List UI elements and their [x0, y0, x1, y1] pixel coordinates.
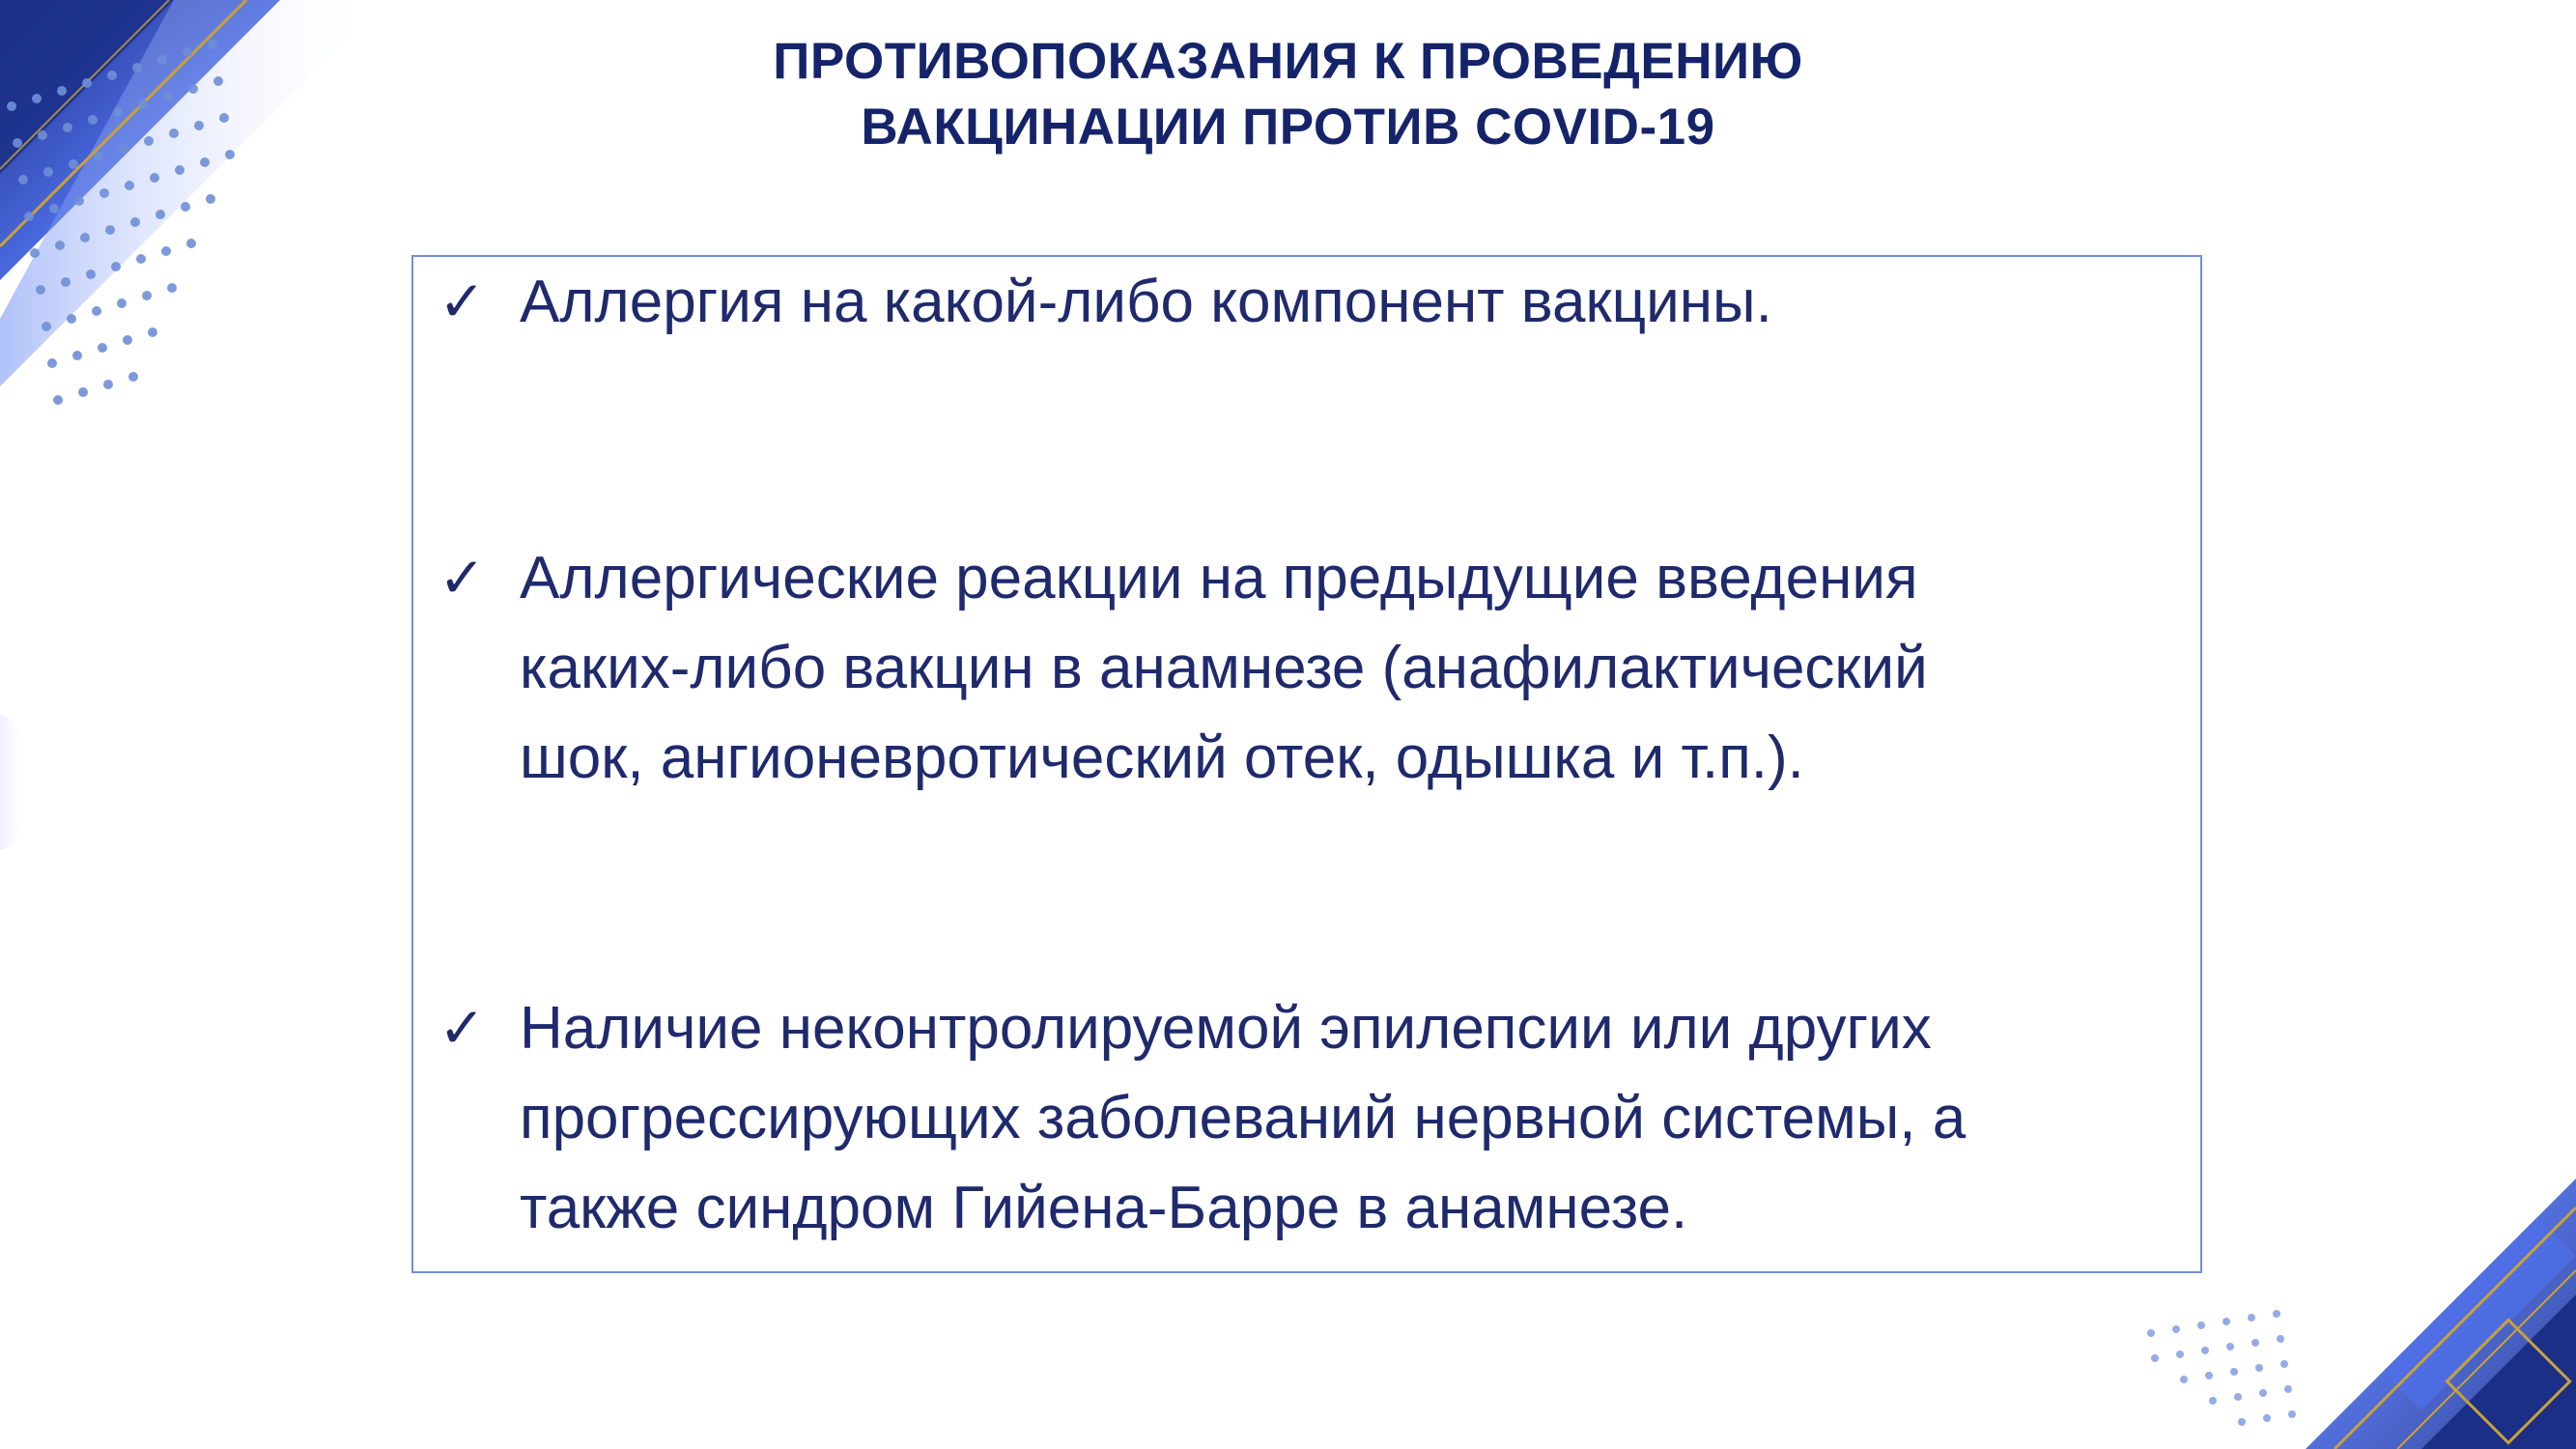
list-item [439, 257, 2181, 347]
decorative-dot [2222, 1318, 2230, 1325]
decorative-dot [86, 270, 96, 279]
decorative-dot [2226, 1343, 2234, 1350]
decorative-dot [80, 233, 90, 242]
checkmark-icon: ✓ [439, 269, 486, 334]
decorative-dot [69, 159, 78, 169]
decorative-dot [2248, 1314, 2255, 1321]
decorative-dot [2197, 1321, 2205, 1329]
decorative-dot [2172, 1325, 2180, 1333]
decorative-dot [2201, 1347, 2209, 1354]
slide-title [0, 29, 2576, 160]
decorative-dot [111, 262, 121, 271]
decorative-dot [42, 322, 51, 331]
list-item-line: прогрессирующих заболеваний нервной системы, а [520, 1085, 1967, 1151]
edge-decoration-left [0, 715, 39, 850]
decorative-dot [148, 327, 157, 337]
decorative-dot [24, 212, 34, 221]
decorative-dot [36, 285, 45, 295]
decorative-dot [78, 387, 88, 397]
decorative-dot [55, 241, 65, 250]
decorative-dot [128, 372, 138, 382]
decorative-dot [181, 202, 190, 212]
list-item-text [520, 533, 2181, 803]
decorative-dot [117, 298, 127, 308]
list-item [439, 533, 2181, 803]
decorative-dot [161, 246, 171, 256]
decorative-dot [2284, 1385, 2292, 1393]
decorative-dot [98, 343, 107, 353]
decorative-dot [2230, 1368, 2238, 1376]
decorative-dot [53, 395, 63, 405]
decorative-dot [150, 173, 159, 183]
checkmark-icon: ✓ [439, 545, 486, 611]
slide-title-line-1: ПРОТИВОПОКАЗАНИЯ К ПРОВЕДЕНИЮ [773, 33, 1803, 90]
decorative-dot [30, 248, 40, 258]
contraindications-panel [411, 255, 2202, 1273]
decorative-dot [99, 188, 109, 198]
decorative-dot [2176, 1350, 2184, 1358]
decorative-dot [2151, 1354, 2159, 1362]
list-item-text [520, 983, 2181, 1253]
decorative-dot [175, 165, 184, 175]
list-item-line: Наличие неконтролируемой эпилепсии или других [520, 995, 1932, 1062]
decorative-dot [61, 277, 71, 287]
decorative-dot [125, 181, 134, 190]
decorative-dot [74, 196, 84, 206]
decorative-dot [123, 335, 132, 345]
list-item-line: каких-либо вакцин в анамнезе (анафилактический [520, 635, 1928, 701]
decorative-dot [2259, 1389, 2267, 1397]
decorative-dot [72, 351, 82, 360]
decorative-dot [2255, 1364, 2263, 1372]
list-item [439, 983, 2181, 1253]
checkmark-icon: ✓ [439, 995, 486, 1061]
list-item-line: Аллергические реакции на предыдущие введения [520, 545, 1918, 611]
list-item-line: Аллергия на какой-либо компонент вакцины. [520, 269, 1772, 335]
decorative-dot [2251, 1339, 2259, 1347]
decorative-dot [167, 283, 177, 293]
decorative-dot [18, 175, 28, 185]
decorative-dot [49, 204, 59, 213]
decorative-dot [2280, 1360, 2288, 1368]
decorative-dot [136, 254, 146, 264]
decorative-dot [2205, 1372, 2213, 1379]
decorative-dot [2263, 1414, 2271, 1422]
decorative-dot [2273, 1310, 2280, 1318]
decorative-dot [47, 358, 57, 368]
list-item-line: шок, ангионевротический отек, одышка и т.п.). [520, 724, 1804, 791]
decorative-dot [186, 239, 196, 248]
decorative-dot [2180, 1376, 2188, 1383]
decorative-dot [43, 167, 53, 177]
decorative-dot [2147, 1329, 2155, 1337]
decorative-dot [2277, 1335, 2284, 1343]
decorative-dot [206, 194, 215, 204]
decorative-dot [2234, 1393, 2242, 1401]
decorative-dot [142, 291, 152, 300]
list-item-line: также синдром Гийена-Барре в анамнезе. [520, 1175, 1688, 1241]
decorative-dot [67, 314, 76, 324]
decorative-dot [2288, 1410, 2296, 1418]
slide-title-line-2: ВАКЦИНАЦИИ ПРОТИВ COVID-19 [861, 99, 1715, 156]
decorative-dot [103, 380, 113, 389]
decorative-dot [2209, 1397, 2217, 1405]
decorative-dot [105, 225, 115, 235]
decorative-dot [130, 217, 140, 227]
list-item-text [520, 257, 2181, 347]
decorative-dot [2238, 1418, 2246, 1426]
decorative-dot [92, 306, 101, 316]
decorative-dot [156, 210, 165, 219]
